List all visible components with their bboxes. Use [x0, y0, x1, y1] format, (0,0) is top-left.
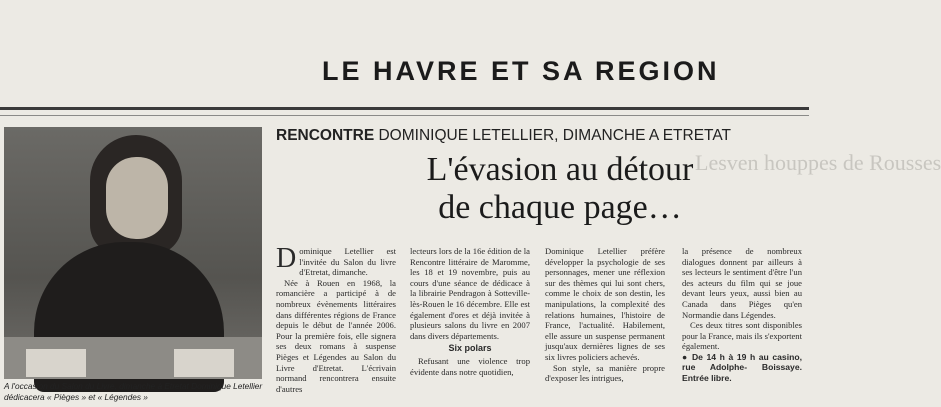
section-rule [0, 107, 809, 110]
drop-cap: D [276, 243, 297, 274]
col4-paragraph-1: la présence de nombreux dialogues donnent par ailleurs à ses lecteurs le sentiment d'être l'un des acteurs du film qui se joue devant leurs yeux, aussi bien au Canada dans Pièges qu'en Normandie dans Légendes. [682, 246, 802, 320]
kicker-label: RENCONTRE [276, 127, 375, 144]
col2-paragraph-2: Refusant une violence trop évidente dans notre quotidien, [410, 355, 530, 377]
section-title: LE HAVRE ET SA REGION [322, 56, 720, 86]
article-column-3 [545, 246, 665, 384]
article-column-2 [410, 246, 530, 377]
col3-paragraph-2: Son style, sa manière propre d'exposer les intrigues, [545, 362, 665, 384]
article-column-1 [276, 243, 396, 394]
article-kicker [276, 127, 731, 145]
kicker-text: DOMINIQUE LETELLIER, DIMANCHE A ETRETAT [374, 127, 732, 144]
photo-caption: A l'occasion du Salon du Livre, dimanche à Etretat Dominique Letellier dédicacera « Pièges » et « Légendes » [4, 381, 263, 402]
headline-line-1: L'évasion au détour [426, 151, 694, 188]
event-info: ● De 14 h à 19 h au casino, rue Adolphe- Boissaye. Entrée libre. [682, 351, 802, 383]
article-photo [4, 127, 262, 379]
article-headline [395, 151, 725, 227]
col2-paragraph-1: lecteurs lors de la 16e édition de la Rencontre littéraire de Maromme, les 18 et 19 novembre, puis au cours d'une séance de dédicace à la librairie Pendragon à Sotteville-lès-Rouen le 16 décembre. Elle est également d'ores et déjà invitée à plusieurs salons du livre en 2007 dans divers départements. [410, 246, 530, 341]
bleed-through-text: Lesven houppes de Rousses [695, 150, 941, 175]
headline-line-2: de chaque page… [438, 189, 682, 226]
subhead-six-polars: Six polars [448, 343, 492, 354]
col1-paragraph-1: ominique Letellier est l'invitée du Salon du livre d'Etretat, dimanche. [299, 246, 396, 278]
section-rule-thin [0, 115, 809, 116]
col1-paragraph-2: Née à Rouen en 1968, la romancière a participé à de nombreux évènements littéraires dans différentes régions de France depuis le début de l'année 2006. Pour la première fois, elle signera ses deux romans à suspense Pièges et Légendes au Salon du Livre d'Etretat. L'écrivain normand rencontrera ensuite d'autres [276, 277, 396, 394]
col4-paragraph-2: Ces deux titres sont disponibles pour la France, mais ils s'exportent également. [682, 320, 802, 352]
col3-paragraph-1: Dominique Letellier préfère développer la psychologie de ses personnages, mener une réflexion sur des thèmes qui lui sont chers, comme le choix de son destin, les manipulations, la complexité des relations humaines, l'histoire de France, l'actualité. Habilement, elle assure un suspense permanent jusqu'aux dernières lignes de ses six livres policiers achevés. [545, 246, 665, 362]
article-column-4 [682, 246, 802, 383]
